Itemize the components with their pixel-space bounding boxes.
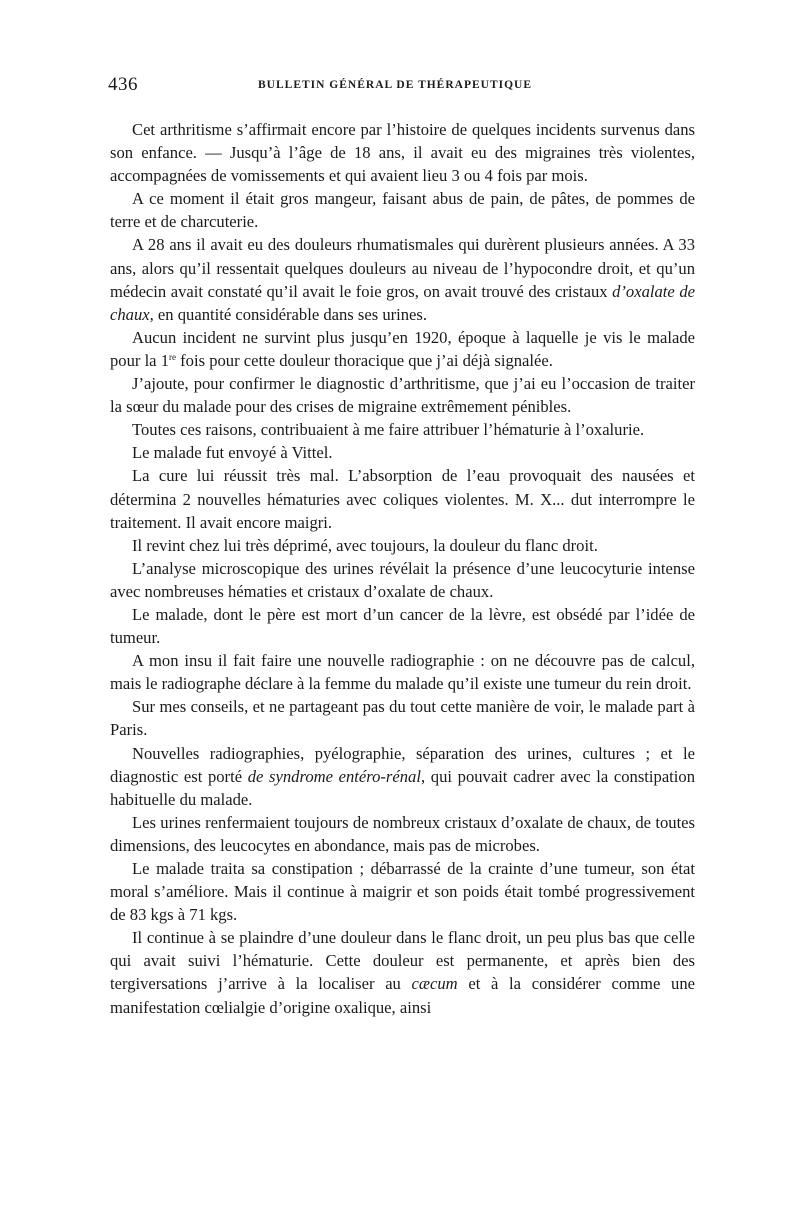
italic-term: cæcum [411,974,458,994]
paragraph [110,742,695,811]
paragraph [110,372,695,418]
paragraph-text: A mon insu il fait faire une nouvelle radiographie : on ne découvre pas de calcul, mais le radiographe déclare à la femme du malade qu’il existe une tumeur du rein droit. [110,651,695,694]
paragraph-text: et à la considérer comme une manifestation cœlialgie d’origine oxalique, ainsi [110,974,695,1017]
page [110,74,695,1019]
paragraph [110,233,695,325]
paragraph-text: L’analyse microscopique des urines révélait la présence d’une leucocyturie intense avec nombreuses hématies et cristaux d’oxalate de chaux. [110,558,695,601]
paragraph-text: Il revint chez lui très déprimé, avec toujours, la douleur du flanc droit. [132,535,598,555]
paragraph [110,557,695,603]
paragraph [110,534,695,557]
paragraph-text: , en quantité considérable dans ses urines. [149,304,428,324]
paragraph-text: Sur mes conseils, et ne partageant pas du tout cette manière de voir, le malade part à Paris. [110,697,695,740]
paragraph [110,118,695,187]
paragraph-text: Nouvelles radiographies, pyélographie, séparation des urines, cultures ; et le diagnostic est porté [110,743,695,786]
paragraph [110,603,695,649]
running-title: BULLETIN GÉNÉRAL DE THÉRAPEUTIQUE [258,79,533,91]
superscript: re [169,351,176,362]
paragraph-text: J’ajoute, pour confirmer le diagnostic d’arthritisme, que j’ai eu l’occasion de traiter la sœur du malade pour des crises de migraine extrêmement pénibles. [110,374,695,417]
paragraph [110,441,695,464]
paragraph-text: Le malade, dont le père est mort d’un cancer de la lèvre, est obsédé par l’idée de tumeur. [110,604,695,648]
paragraph [110,464,695,533]
paragraph [110,187,695,233]
paragraph-text: Cet arthritisme s’affirmait encore par l’histoire de quelques incidents survenus dans son enfance. — Jusqu’à l’âge de 18 ans, il avait eu des migraines très violentes, accompagnées de vomissements et qui avaient lieu 3 ou 4 fois par mois. [110,120,695,186]
paragraph-text: A ce moment il était gros mangeur, faisant abus de pain, de pâtes, de pommes de terre et de charcuterie. [110,189,695,232]
paragraph-text: , qui pouvait cadrer avec la constipation habituelle du malade. [110,766,695,809]
paragraph [110,326,695,372]
paragraph-text: A 28 ans il avait eu des douleurs rhumatismales qui durèrent plusieurs années. A 33 ans, alors qu’il ressentait quelques douleurs au niveau de l’hypocondre droit, et qu’un médecin avait constaté qu’il avait le foie gros, on avait trouvé des cristaux [110,235,695,301]
paragraph-text: Les urines renfermaient toujours de nombreux cristaux d’oxalate de chaux, de toutes dimensions, des leucocytes en abondance, mais pas de microbes. [110,812,695,855]
paragraph [110,811,695,857]
italic-term: d’oxalate de chaux [110,281,695,324]
paragraph-text: Aucun incident ne survint plus jusqu’en 1920, époque à laquelle je vis le malade pour la 1 [110,327,695,370]
paragraph [110,649,695,695]
paragraph [110,926,695,1018]
paragraph [110,695,695,741]
paragraph-text: fois pour cette douleur thoracique que j’ai déjà signalée. [176,350,553,370]
paragraph-text: Toutes ces raisons, contribuaient à me faire attribuer l’hématurie à l’oxalurie. [132,420,645,440]
paragraph-text: Le malade traita sa constipation ; débarrassé de la crainte d’une tumeur, son état moral s’améliore. Mais il continue à maigrir et son poids était tombé progressivement de 83 kgs à 71 kgs. [110,859,695,925]
paragraph-text: La cure lui réussit très mal. L’absorption de l’eau provoquait des nausées et détermina 2 nouvelles hématuries avec coliques violentes. M. X... dut interrompre le traitement. Il avait encore maigri. [110,466,695,532]
body-text [110,118,695,1019]
paragraph-text: Il continue à se plaindre d’une douleur dans le flanc droit, un peu plus bas que celle qui avait suivi l’hématurie. Cette douleur est permanente, et après bien des tergiversations j’arrive à la localiser au [110,928,695,994]
italic-term: de syndrome entéro-rénal [247,766,421,786]
page-number: 436 [108,74,138,95]
paragraph [110,857,695,926]
paragraph [110,418,695,441]
paragraph-text: Le malade fut envoyé à Vittel. [132,443,333,463]
running-head [110,74,695,104]
